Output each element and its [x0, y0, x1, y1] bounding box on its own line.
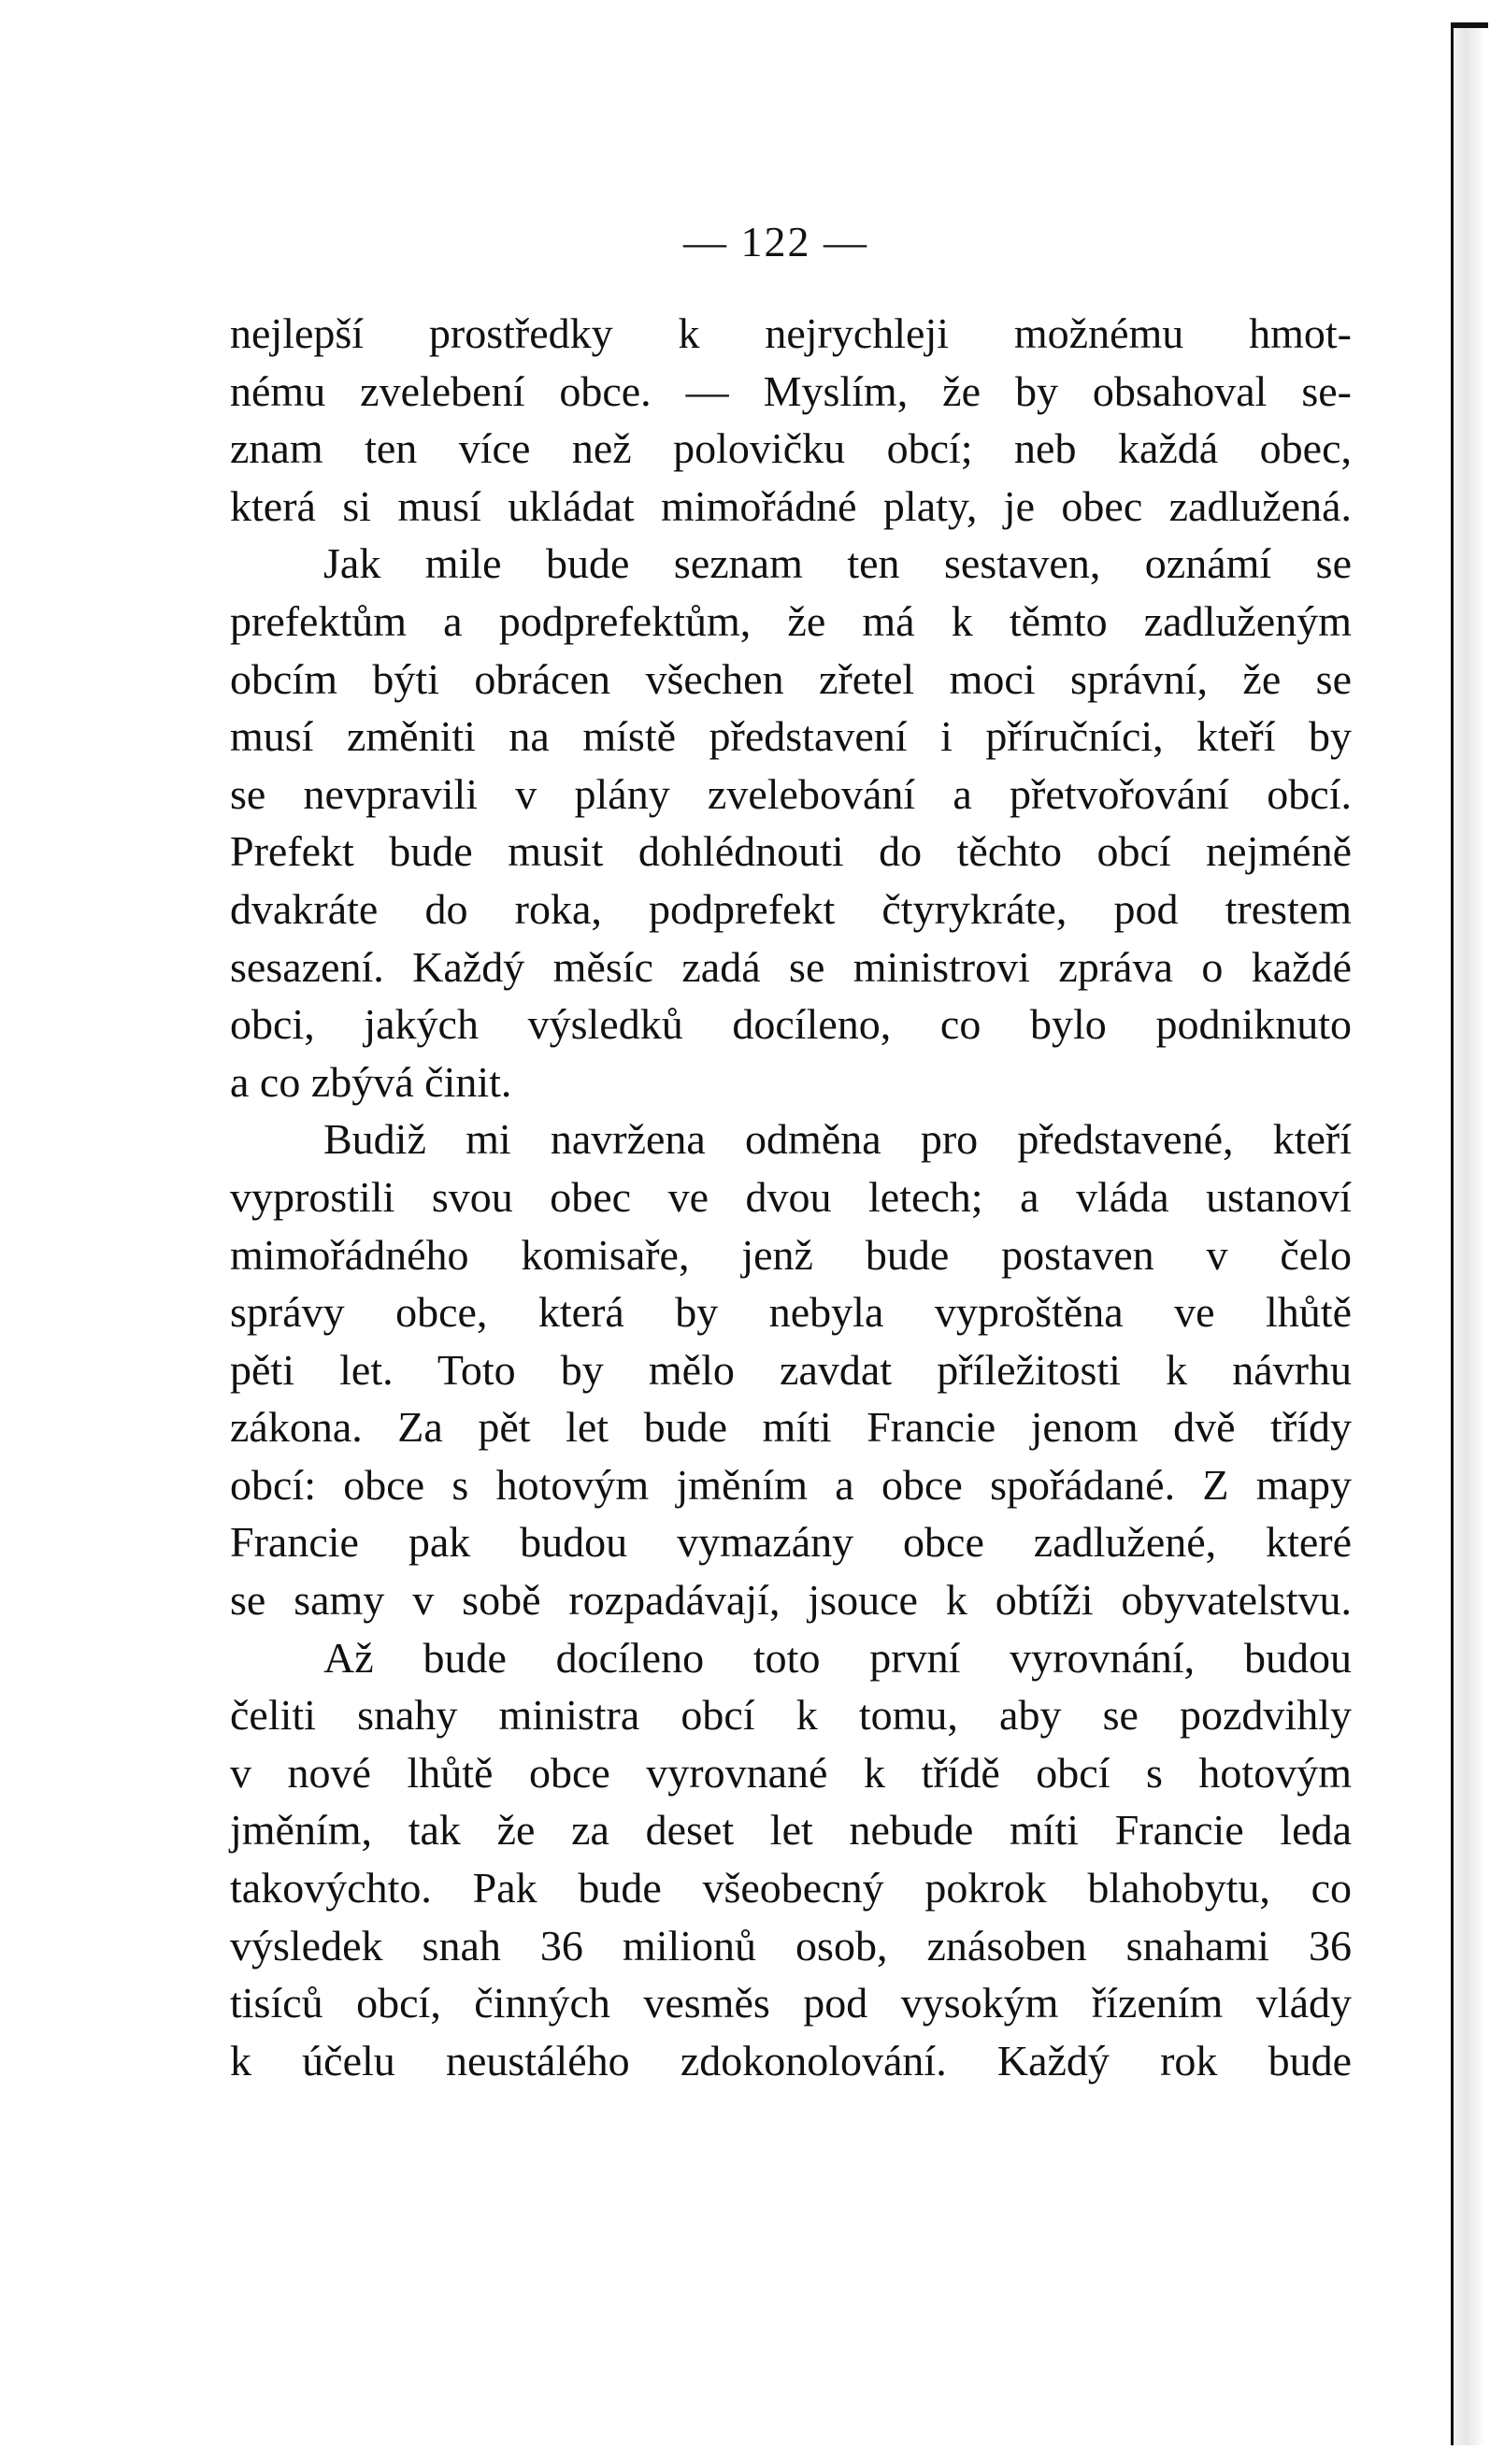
text-line: Jak mile bude seznam ten sestaven, oznámí se — [323, 539, 1352, 588]
text-line: nejlepší prostředky k nejrychleji možnému hmot- — [230, 309, 1352, 357]
text-line: jměním, tak že za deset let nebude míti Francie leda — [230, 1806, 1352, 1855]
text-line: správy obce, která by nebyla vyproštěna ve lhůtě — [230, 1288, 1352, 1337]
page-number: — 122 — — [683, 218, 868, 265]
text-line: sesazení. Každý měsíc zadá se ministrovi zpráva o každé — [230, 942, 1352, 991]
text-line: prefektům a podprefektům, že má k těmto zadluženým — [230, 596, 1352, 645]
text-line: obci, jakých výsledků docíleno, co bylo podniknuto — [230, 1000, 1352, 1049]
text-line: obcí: obce s hotovým jměním a obce spořádané. Z mapy — [230, 1460, 1352, 1509]
text-line: pěti let. Toto by mělo zavdat příležitosti k návrhu — [230, 1345, 1352, 1394]
text-body — [230, 305, 1352, 2089]
page-edge-corner — [1451, 22, 1488, 28]
text-line: Prefekt bude musit dohlédnouti do těchto obcí nejméně — [230, 827, 1352, 876]
page-edge — [1451, 22, 1485, 2445]
text-line: v nové lhůtě obce vyrovnané k třídě obcí s hotovým — [230, 1748, 1352, 1797]
text-line: musí změniti na místě představení i příručníci, kteří by — [230, 712, 1352, 761]
text-line: zákona. Za pět let bude míti Francie jenom dvě třídy — [230, 1403, 1352, 1452]
text-line: obcím býti obrácen všechen zřetel moci správní, že se — [230, 654, 1352, 703]
text-line: výsledek snah 36 milionů osob, znásoben snahami 36 — [230, 1921, 1352, 1970]
text-line: která si musí ukládat mimořádné platy, je obec zadlužená. — [230, 481, 1352, 530]
text-line: tisíců obcí, činných vesměs pod vysokým řízením vlády — [230, 1979, 1352, 2027]
text-line: a co zbývá činit. — [230, 1057, 512, 1106]
text-line: Budiž mi navržena odměna pro představené, kteří — [323, 1115, 1352, 1164]
text-line: takovýchto. Pak bude všeobecný pokrok blahobytu, co — [230, 1864, 1352, 1912]
text-line: dvakráte do roka, podprefekt čtyrykráte, pod trestem — [230, 884, 1352, 933]
text-line: čeliti snahy ministra obcí k tomu, aby se pozdvihly — [230, 1691, 1352, 1740]
text-line: Až bude docíleno toto první vyrovnání, budou — [323, 1633, 1352, 1682]
text-line: Francie pak budou vymazány obce zadlužené, které — [230, 1518, 1352, 1567]
text-line: se samy v sobě rozpadávají, jsouce k obtíži obyvatelstvu. — [230, 1576, 1352, 1625]
text-line: se nevpravili v plány zvelebování a přetvořování obcí. — [230, 769, 1352, 818]
text-line: mimořádného komisaře, jenž bude postaven v čelo — [230, 1230, 1352, 1279]
text-line: k účelu neustálého zdokonolování. Každý rok bude — [230, 2036, 1352, 2084]
text-line: vyprostili svou obec ve dvou letech; a vláda ustanoví — [230, 1172, 1352, 1221]
text-line: znam ten více než polovičku obcí; neb každá obec, — [230, 424, 1352, 473]
text-line: nému zvelebení obce. — Myslím, že by obsahoval se- — [230, 366, 1352, 415]
